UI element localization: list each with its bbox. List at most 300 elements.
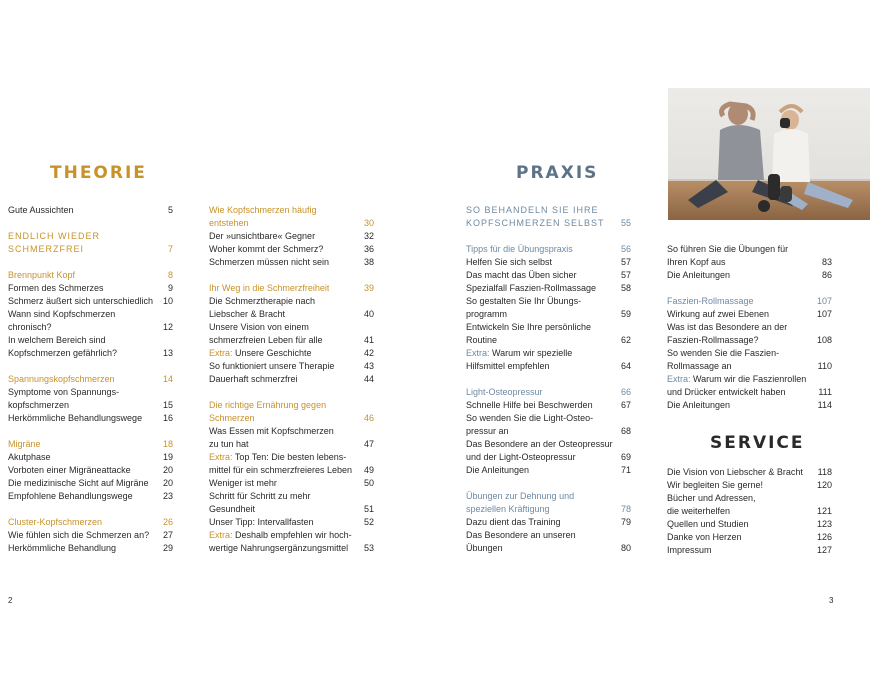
toc-entry-text: Schmerzen müssen nicht sein [209, 257, 330, 267]
toc-entry-text: Übungen zur Dehnung und [466, 491, 575, 501]
toc-entry-text: Die richtige Ernährung gegen [209, 400, 327, 410]
toc-entry-title [466, 438, 613, 451]
toc-entry-text: Die medizinische Sicht auf Migräne [8, 478, 149, 488]
toc-entry [667, 386, 832, 399]
toc-entry [466, 360, 631, 373]
toc-entry-text: Spannungskopfschmerzen [8, 374, 115, 384]
toc-entry [667, 492, 832, 505]
toc-page-number: 8 [167, 270, 173, 280]
toc-entry-text: SO BEHANDELN SIE IHRE [466, 205, 599, 215]
toc-entry-text: Der »unsichtbare« Gegner [209, 231, 316, 241]
toc-entry [667, 399, 832, 412]
toc-entry-title [8, 321, 52, 334]
toc-entry-text: So funktioniert unsere Therapie [209, 361, 335, 371]
toc-page-number: 123 [816, 519, 832, 529]
toc-entry-title [667, 373, 806, 386]
toc-entry-text: Unser Tipp: Intervallfasten [209, 517, 314, 527]
toc-page-number [370, 295, 374, 308]
toc-entry-title [8, 269, 75, 282]
toc-entry-title [667, 399, 730, 412]
toc-entry-text: Bücher und Adressen, [667, 493, 756, 503]
toc-entry-text: So wenden Sie die Light-Osteo- [466, 413, 594, 423]
toc-entry [209, 399, 374, 412]
toc-entry [466, 451, 631, 464]
toc-entry [667, 518, 832, 531]
toc-entry-text: Weniger ist mehr [209, 478, 277, 488]
toc-page-number: 118 [817, 467, 832, 477]
toc-entry-title [667, 243, 788, 256]
toc-entry-text: Quellen und Studien [667, 519, 749, 529]
toc-page-number: 16 [162, 413, 173, 423]
toc-entry-title [667, 334, 759, 347]
toc-page-number: 50 [363, 478, 374, 488]
toc-page-number: 68 [620, 426, 631, 436]
toc-entry-title [209, 438, 249, 451]
toc-page-number [370, 321, 374, 334]
toc-page-number [627, 412, 631, 425]
toc-entry [466, 516, 631, 529]
toc-entry-title [8, 386, 119, 399]
toc-page-number: 39 [363, 283, 374, 293]
toc-column-2 [209, 204, 374, 555]
toc-entry-title [466, 321, 591, 334]
page-number-left: 2 [8, 596, 13, 605]
toc-page-number: 107 [816, 296, 832, 306]
toc-entry-title [466, 386, 543, 399]
toc-page-number: 20 [162, 478, 173, 488]
toc-entry-text: Wie Kopfschmerzen häufig [209, 205, 317, 215]
toc-entry-title [8, 438, 41, 451]
toc-entry [8, 386, 173, 399]
toc-page-number: 66 [620, 387, 631, 397]
toc-entry [209, 438, 374, 451]
toc-entry-text: Dazu dient das Training [466, 517, 561, 527]
toc-entry-title [209, 360, 334, 373]
toc-entry-text: SCHMERZFREI [8, 244, 84, 254]
toc-entry-title [466, 334, 497, 347]
toc-entry-title [209, 451, 346, 464]
toc-entry-title [209, 243, 323, 256]
toc-entry-title [8, 295, 153, 308]
toc-entry-text: Das Besondere an unseren [466, 530, 576, 540]
toc-page-number [370, 451, 374, 464]
toc-entry-title [209, 529, 352, 542]
toc-page-number: 10 [162, 296, 173, 306]
toc-entry-text: So führen Sie die Übungen für [667, 244, 789, 254]
toc-page-number [627, 529, 631, 542]
toc-entry-title [209, 542, 348, 555]
toc-entry [209, 490, 374, 503]
toc-entry-title [209, 399, 326, 412]
toc-entry-text: Die Schmerztherapie nach [209, 296, 316, 306]
toc-entry [466, 321, 631, 334]
toc-entry [667, 334, 832, 347]
toc-entry [209, 334, 374, 347]
toc-entry [209, 516, 374, 529]
toc-page-number [370, 490, 374, 503]
toc-entry-title [466, 516, 561, 529]
toc-entry [667, 360, 832, 373]
toc-entry-text: Empfohlene Behandlungswege [8, 491, 133, 501]
toc-page-number: 71 [620, 465, 631, 475]
toc-entry-title [8, 204, 74, 217]
toc-page-number [828, 373, 832, 386]
toc-page-number: 40 [363, 309, 374, 319]
toc-entry [466, 490, 631, 503]
toc-page-number: 19 [162, 452, 173, 462]
toc-page-number: 120 [816, 480, 832, 490]
toc-entry-text: Tipps für die Übungspraxis [466, 244, 573, 254]
toc-column-4 [667, 243, 832, 412]
toc-entry [466, 438, 631, 451]
toc-entry [8, 230, 173, 243]
toc-entry-title [466, 412, 593, 425]
toc-entry [667, 256, 832, 269]
toc-entry-title [209, 477, 277, 490]
toc-entry-title [8, 334, 106, 347]
toc-entry-text: Symptome von Spannungs- [8, 387, 120, 397]
toc-entry-title [667, 466, 803, 479]
toc-entry [667, 243, 832, 256]
toc-entry-text: speziellen Kräftigung [466, 504, 550, 514]
toc-entry-text: Hilfsmittel empfehlen [466, 361, 550, 371]
toc-entry [8, 542, 173, 555]
toc-entry-title [8, 477, 149, 490]
toc-entry-text: Unsere Vision von einem [209, 322, 309, 332]
toc-extra-label: Extra: [667, 374, 694, 384]
section-heading-service: SERVICE [710, 433, 805, 453]
toc-entry-title [8, 282, 104, 295]
toc-entry [209, 425, 374, 438]
toc-entry-text: Schmerzen [209, 413, 255, 423]
toc-entry [209, 451, 374, 464]
toc-entry [466, 347, 631, 360]
toc-page-number [169, 308, 173, 321]
toc-entry-text: Rollmassage an [667, 361, 732, 371]
toc-entry-title [8, 347, 117, 360]
toc-page-number [828, 347, 832, 360]
toc-entry-title [466, 542, 503, 555]
toc-entry-title [466, 464, 529, 477]
toc-entry [8, 516, 173, 529]
toc-entry-text: Faszien-Rollmassage? [667, 335, 759, 345]
toc-entry-title [667, 308, 769, 321]
toc-entry-title [8, 464, 131, 477]
toc-entry-text: Liebscher & Bracht [209, 309, 286, 319]
toc-entry [8, 399, 173, 412]
toc-entry-title [466, 204, 599, 217]
toc-page-number: 47 [363, 439, 374, 449]
toc-page-number: 57 [620, 257, 631, 267]
toc-extra-label: Extra: [209, 348, 236, 358]
toc-entry-title [8, 230, 100, 243]
toc-page-number [169, 230, 173, 243]
toc-entry-text: Woher kommt der Schmerz? [209, 244, 324, 254]
toc-column-3 [466, 204, 631, 555]
toc-entry-title [466, 256, 552, 269]
toc-entry-title [209, 490, 311, 503]
toc-page-number: 107 [816, 309, 832, 319]
toc-page-number: 111 [818, 387, 832, 397]
toc-page-number: 46 [363, 413, 374, 423]
toc-entry [667, 466, 832, 479]
toc-entry-title [8, 451, 51, 464]
toc-entry-text: Gute Aussichten [8, 205, 74, 215]
toc-entry-text: Warum wir spezielle [492, 348, 573, 358]
toc-entry-text: So wenden Sie die Faszien- [667, 348, 780, 358]
toc-page-number [627, 438, 631, 451]
toc-entry [8, 490, 173, 503]
toc-entry-title [466, 295, 581, 308]
toc-entry-text: Migräne [8, 439, 41, 449]
toc-page-number: 55 [620, 218, 631, 228]
toc-entry-text: Herkömmliche Behandlung [8, 543, 117, 553]
toc-entry-title [209, 516, 314, 529]
toc-entry [8, 412, 173, 425]
toc-entry [667, 544, 832, 557]
toc-entry [8, 334, 173, 347]
toc-entry [466, 204, 631, 217]
toc-entry-text: Routine [466, 335, 498, 345]
toc-entry-title [209, 256, 329, 269]
toc-entry-text: Danke von Herzen [667, 532, 742, 542]
toc-page-number [627, 490, 631, 503]
toc-entry-title [667, 479, 763, 492]
toc-page-number: 69 [620, 452, 631, 462]
toc-entry [8, 529, 173, 542]
toc-entry [209, 373, 374, 386]
toc-entry [209, 412, 374, 425]
toc-entry [466, 425, 631, 438]
toc-entry-text: Die Anleitungen [667, 400, 731, 410]
toc-entry-title [667, 505, 730, 518]
toc-page-number: 36 [363, 244, 374, 254]
toc-page-number [169, 334, 173, 347]
toc-page-number [169, 386, 173, 399]
page-number-right: 3 [829, 596, 834, 605]
toc-entry-title [667, 531, 742, 544]
toc-entry-title [209, 334, 323, 347]
toc-extra-label: Extra: [466, 348, 493, 358]
toc-entry [466, 503, 631, 516]
toc-page-number: 29 [162, 543, 173, 553]
toc-entry-text: Schritt für Schritt zu mehr [209, 491, 311, 501]
toc-entry-text: Brennpunkt Kopf [8, 270, 76, 280]
toc-entry-text: Wir begleiten Sie gerne! [667, 480, 764, 490]
toc-entry-text: KOPFSCHMERZEN SELBST [466, 218, 605, 228]
toc-entry-title [8, 399, 69, 412]
toc-entry-title [209, 230, 315, 243]
toc-entry-text: schmerzfreien Leben für alle [209, 335, 323, 345]
toc-page-number: 38 [363, 257, 374, 267]
toc-entry-title [209, 295, 315, 308]
toc-entry-text: Die Vision von Liebscher & Bracht [667, 467, 803, 477]
toc-entry-title [209, 425, 334, 438]
toc-page-number [828, 243, 832, 256]
toc-entry-text: Deshalb empfehlen wir hoch- [235, 530, 352, 540]
toc-page-number: 78 [620, 504, 631, 514]
toc-entry [667, 295, 832, 308]
toc-entry [466, 399, 631, 412]
toc-page-number: 42 [363, 348, 374, 358]
toc-entry-text: programm [466, 309, 508, 319]
toc-entry-text: Wie fühlen sich die Schmerzen an? [8, 530, 150, 540]
toc-page-number: 5 [167, 205, 173, 215]
toc-entry [8, 282, 173, 295]
toc-page-number: 30 [363, 218, 374, 228]
toc-entry [209, 347, 374, 360]
toc-extra-label: Extra: [209, 452, 235, 462]
toc-entry-title [8, 373, 115, 386]
toc-entry-title [209, 217, 249, 230]
toc-entry-text: mittel für ein schmerzfreieres Leben [209, 465, 353, 475]
toc-page-number [627, 295, 631, 308]
toc-entry-text: ENDLICH WIEDER [8, 231, 101, 241]
toc-entry [466, 243, 631, 256]
toc-entry-text: Das Besondere an der Osteopressur [466, 439, 613, 449]
toc-column-5 [667, 466, 832, 557]
toc-entry-title [8, 529, 149, 542]
toc-entry-text: und Drücker entwickelt haben [667, 387, 786, 397]
toc-entry-text: Helfen Sie sich selbst [466, 257, 553, 267]
toc-entry-text: Die Anleitungen [466, 465, 530, 475]
toc-entry [8, 243, 173, 256]
toc-entry-title [466, 503, 550, 516]
toc-entry-title [667, 360, 732, 373]
toc-extra-label: Extra: [209, 530, 236, 540]
toc-entry-title [667, 492, 756, 505]
toc-page-number: 18 [162, 439, 173, 449]
toc-entry-text: Schmerz äußert sich unterschiedlich [8, 296, 154, 306]
toc-entry-title [8, 542, 116, 555]
toc-entry-text: Das macht das Üben sicher [466, 270, 577, 280]
toc-page-number: 52 [363, 517, 374, 527]
toc-entry-text: Kopfschmerzen gefährlich? [8, 348, 118, 358]
toc-entry [209, 360, 374, 373]
toc-page-number: 49 [363, 465, 374, 475]
toc-entry-text: wertige Nahrungsergänzungsmittel [209, 543, 349, 553]
toc-entry [209, 256, 374, 269]
toc-entry-text: Was ist das Besondere an der [667, 322, 788, 332]
toc-entry-title [667, 544, 712, 557]
toc-entry [466, 295, 631, 308]
toc-page-number: 58 [620, 283, 631, 293]
toc-entry-text: Vorboten einer Migräneattacke [8, 465, 131, 475]
toc-entry-text: Akutphase [8, 452, 51, 462]
toc-entry-title [667, 295, 754, 308]
toc-entry-text: Formen des Schmerzes [8, 283, 104, 293]
toc-entry [667, 505, 832, 518]
toc-entry-text: pressur an [466, 426, 509, 436]
section-heading-praxis: PRAXIS [516, 163, 599, 183]
toc-entry [8, 477, 173, 490]
toc-page-number: 110 [817, 361, 832, 371]
toc-entry-text: kopfschmerzen [8, 400, 70, 410]
toc-entry-text: Ihr Weg in die Schmerzfreiheit [209, 283, 330, 293]
photo-illustration [668, 88, 870, 220]
toc-page-number: 26 [162, 517, 173, 527]
toc-page-number: 114 [817, 400, 832, 410]
toc-entry [8, 204, 173, 217]
toc-page-number: 43 [363, 361, 374, 371]
toc-page-number [370, 399, 374, 412]
toc-entry-title [667, 256, 726, 269]
toc-entry [209, 542, 374, 555]
toc-entry [209, 295, 374, 308]
toc-entry-text: und der Light-Osteopressur [466, 452, 576, 462]
toc-entry-text: Cluster-Kopfschmerzen [8, 517, 103, 527]
toc-entry-text: In welchem Bereich sind [8, 335, 106, 345]
toc-entry-title [209, 321, 309, 334]
toc-page-number [370, 204, 374, 217]
toc-entry-text: Was Essen mit Kopfschmerzen [209, 426, 334, 436]
toc-entry-text: Herkömmliche Behandlungswege [8, 413, 143, 423]
toc-entry-text: Wirkung auf zwei Ebenen [667, 309, 770, 319]
toc-page-number [370, 425, 374, 438]
toc-entry-title [466, 451, 576, 464]
toc-page-number: 7 [167, 244, 173, 254]
toc-page-number [370, 529, 374, 542]
toc-entry-text: Ihren Kopf aus [667, 257, 726, 267]
toc-entry-text: zu tun hat [209, 439, 249, 449]
toc-entry [8, 347, 173, 360]
toc-page-number: 80 [620, 543, 631, 553]
toc-page-number: 53 [363, 543, 374, 553]
toc-entry-text: Gesundheit [209, 504, 256, 514]
toc-entry-title [8, 516, 102, 529]
toc-entry [466, 282, 631, 295]
toc-page-number: 20 [162, 465, 173, 475]
toc-entry [667, 321, 832, 334]
toc-entry-text: Die Anleitungen [667, 270, 731, 280]
toc-page-number: 51 [363, 504, 374, 514]
toc-entry-text: entstehen [209, 218, 249, 228]
toc-page-number: 121 [816, 506, 832, 516]
toc-entry-title [466, 282, 596, 295]
toc-page-number [828, 321, 832, 334]
toc-entry-title [8, 243, 84, 256]
toc-entry [466, 412, 631, 425]
toc-page-number: 41 [363, 335, 374, 345]
toc-entry [466, 334, 631, 347]
toc-entry [8, 373, 173, 386]
toc-entry-title [667, 269, 730, 282]
toc-entry [209, 243, 374, 256]
toc-entry-title [466, 217, 605, 230]
toc-entry-title [209, 464, 352, 477]
toc-entry-title [667, 347, 779, 360]
toc-entry-text: Schnelle Hilfe bei Beschwerden [466, 400, 593, 410]
toc-entry [8, 269, 173, 282]
toc-page-number: 12 [162, 322, 173, 332]
toc-page-number [828, 492, 832, 505]
toc-entry-title [209, 282, 329, 295]
toc-page-number: 23 [162, 491, 173, 501]
toc-page-number [627, 347, 631, 360]
toc-page-number: 67 [620, 400, 631, 410]
toc-entry-title [466, 425, 509, 438]
toc-entry-title [667, 518, 749, 531]
toc-entry [209, 503, 374, 516]
toc-page-number: 79 [620, 517, 631, 527]
toc-page-number: 86 [821, 270, 832, 280]
toc-page-number: 56 [620, 244, 631, 254]
toc-entry [466, 542, 631, 555]
toc-entry [209, 529, 374, 542]
toc-entry [209, 321, 374, 334]
toc-page-number: 32 [363, 231, 374, 241]
toc-page-number [627, 321, 631, 334]
